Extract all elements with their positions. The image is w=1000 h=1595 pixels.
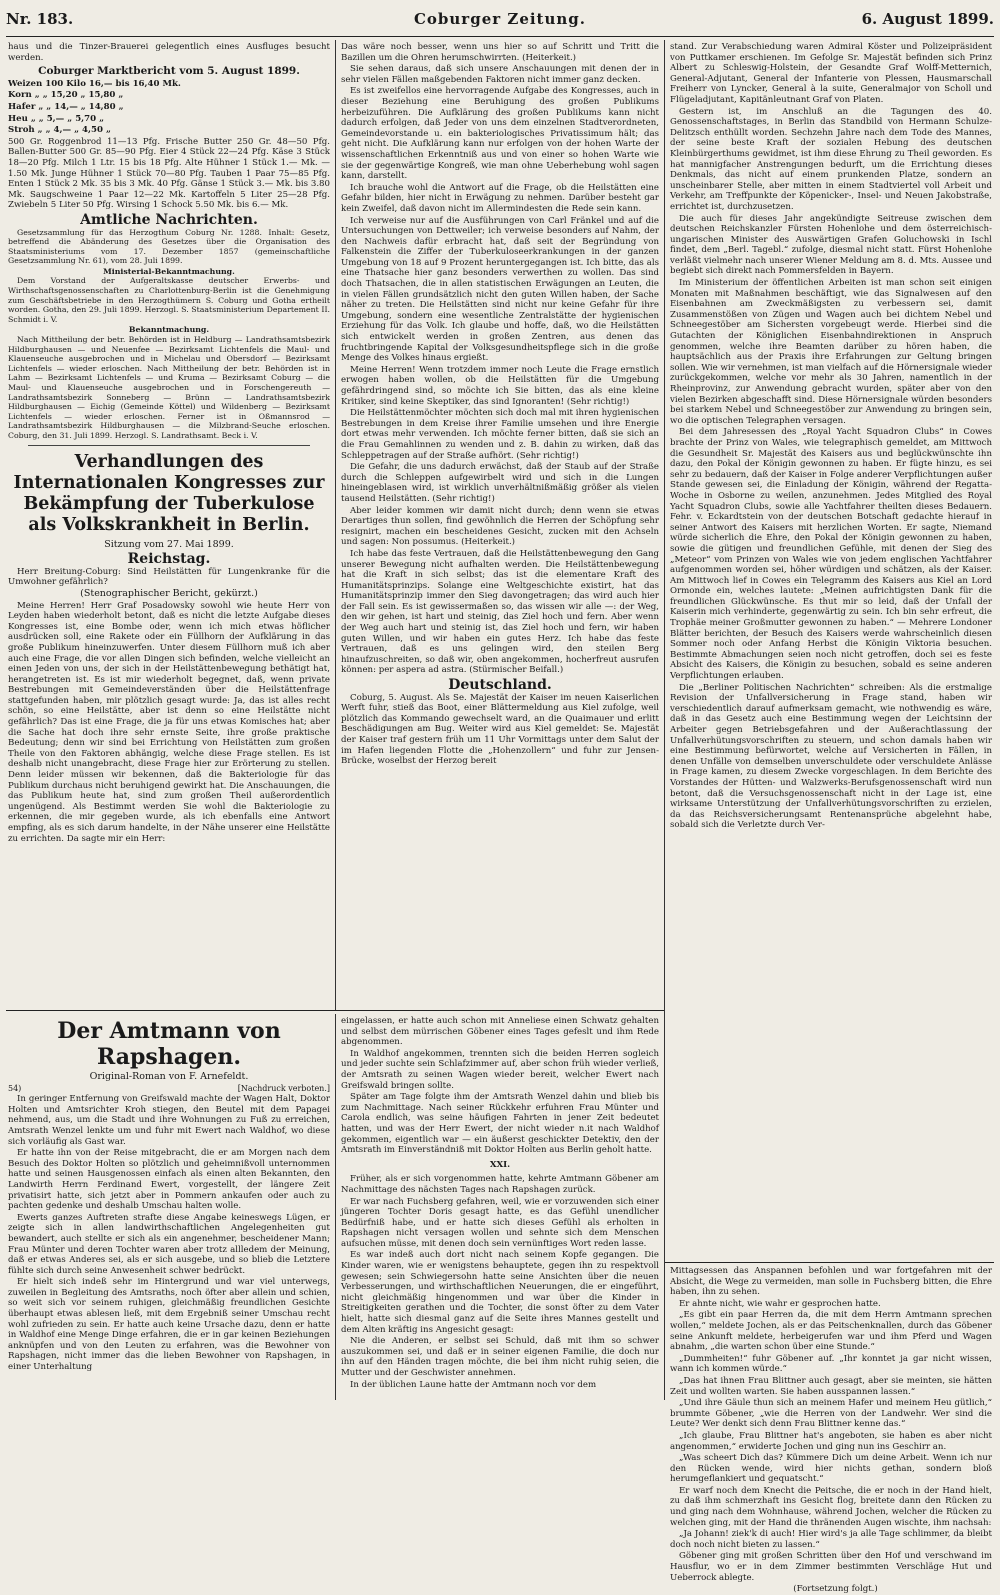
congress-question: Herr Breitung-Coburg: Sind Heilstätten für Lungenkranke für die Umwohner gefährlich?	[8, 566, 330, 588]
novel-paragraph: In der üblichen Laune hatte der Amtmann noch vor dem	[350, 1379, 597, 1390]
deutschland-heading: Deutschland.	[448, 677, 552, 694]
paragraph: Die auch für dieses Jahr angekündigte Seitreuse zwischen dem deutschen Reichskanzler Fürsten Hohenlohe und dem österreichisch-ungarischen Minister des Auswärtigen Grafen Goluchowski in Ischl findet, dem „Berl. Tagebl.“ zufolge, diesmal nicht statt. Fürst Hohenlohe verläßt vielmehr nach unserer Wiener Meldung am 8. d. Mts. Aussee und begiebt sich direkt nach Pommersfelden in Bayern.	[670, 213, 992, 277]
congress-session: Sitzung vom 27. Mai 1899.	[104, 538, 234, 550]
intro-paragraph: haus und die Tinzer-Brauerei gelegentlich eines Ausfluges besucht werden.	[8, 42, 330, 63]
paragraph: Die Heilstättenmöchter möchten sich doch mal mit ihren hygienischen Bestrebungen in dem Kreise ihrer Familie umsehen und ihre Energie dort etwas mehr verwenden. Ich möchte ferner bitten, daß sie sich an die Frau Gemahlinnen zu wenden und z. B. dahin zu wirken, daß das Schleppetragen auf der Straße aufhört. (Sehr richtig!)	[341, 408, 659, 461]
market-line: Korn „ „ 15,20 „ 15,80 „	[8, 90, 124, 101]
novel-column-2	[341, 1016, 659, 1401]
reichstag-heading: Reichstag.	[127, 551, 211, 568]
column-divider	[664, 40, 665, 1400]
official-paragraph: Gesetzsammlung für das Herzogthum Coburg Nr. 1288. Inhalt: Gesetz, betreffend die Abänderung des Gesetzes über die Organisation des Staatsministeriums vom 17. Dezember 1857 (gemeinschaftliche Gesetzsammlung Nr. 61), vom 28. Juli 1899.	[8, 227, 330, 266]
market-line: Heu „ „ 5,— „ 5,70 „	[8, 113, 105, 124]
novel-paragraph: Er hielt sich indeß sehr im Hintergrund und war viel unterwegs, zuweilen in Begleitung des Amtsraths, noch öfter aber allein und schien, so weit sich vor seinem ruhigen, gleichmäßig freundlichen Gesichte überhaupt etwas ablesen ließ, mit dem Ergebniß seiner Umschau recht wohl zufrieden zu sein. Er hatte auch keine Ursache dazu, denn er hatte in Waldhof eine Menge Dinge erfahren, die er in gar keinen Beziehungen anknüpfen und von den Leuten zu erfahren, was die Bewohner von Rapshagen, nicht immer das die lieben Bewohner von Rapshagen, in einer Unterhaltung	[8, 1277, 330, 1373]
paragraph: Ich habe das feste Vertrauen, daß die Heilstättenbewegung den Gang unserer Bewegung nicht aufhalten werden. Die Heilstättenbewegung hat die Kraft in sich selbst; das ist die elementare Kraft des Humanitätsprinzips. Solange eine Weltgeschichte existirt, hat das Humanitätsprinzip immer den Sieg davongetragen; das wird auch hier der Fall sein. Es ist gewissermaßen so, das wissen wir alle —: der Weg, den wir gehen, ist hart und steinig, das Ziel hoch und fern. Aber wenn der Weg auch hart und steinig ist, das Ziel hoch und fern, wir haben guten Willen, und wir haben ein gutes Herz. Ich habe das feste Vertrauen, daß es uns gelingen wird, den steilen Berg hinaufzuschreiten, so daß wir, oben angekommen, hocherfreut ausrufen können: per aspera ad astra. (Stürmischer Beifall.)	[341, 548, 659, 676]
paragraph: Ich brauche wohl die Antwort auf die Frage, ob die Heilstätten eine Gefahr bilden, hier nicht in Erwägung zu nehmen. Darüber besteht gar kein Zweifel, daß davon nicht im Allermindesten die Rede sein kann.	[341, 182, 659, 214]
paragraph: Sie sehen daraus, daß sich unsere Anschauungen mit denen der in sehr vielen Fällen maßgebenden Faktoren nicht immer ganz decken.	[341, 64, 659, 85]
column-1	[8, 42, 330, 1007]
reprint-notice: [Nachdruck verboten.]	[237, 1083, 330, 1093]
column-3	[670, 42, 992, 1262]
novel-paragraph: Früher, als er sich vorgenommen hatte, kehrte Amtmann Göbener am Nachmittage des nächsten Tages nach Rapshagen zurück.	[341, 1174, 659, 1195]
novel-paragraph: „Dummheiten!“ fuhr Göbener auf. „Ihr konntet ja gar nicht wissen, wann ich kommen würde.“	[670, 1353, 992, 1375]
novel-paragraph: „Es gibt ein paar Herren da, die mit dem Herrn Amtmann sprechen wollen,“ meldete Jochen, als er das Peitschenknallen, durch das Göbener seine Ankunft meldete, herbeigerufen war und ihm Pferd und Wagen abnahm, „die warten schon über eine Stunde.“	[670, 1310, 992, 1353]
official-news-title: Amtliche Nachrichten.	[80, 211, 258, 228]
novel-paragraph: „Ich glaube, Frau Blittner hat's angeboten, sie haben es aber nicht angenommen,“ erwiderte Jochen und ging nun ins Geschirr an.	[670, 1430, 992, 1452]
novel-paragraph: „Was scheert Dich das? Kümmere Dich um deine Arbeit. Wenn ich nur den Rücken wende, wird hier nichts gethan, sondern bloß herumgeflankiert und gequatscht.“	[670, 1453, 992, 1485]
separator	[28, 445, 310, 446]
novel-paragraph: eingelassen, er hatte auch schon mit Anneliese einen Schwatz gehalten und selbst dem mürrischen Göbener eines Tages gefeslt und ihm Rede abgenommen.	[341, 1016, 659, 1048]
chapter-number: XXI.	[489, 1159, 511, 1170]
paragraph: stand. Zur Verabschiedung waren Admiral Köster und Polizeipräsident von Puttkamer erschienen. Im Gefolge Sr. Majestät befinden sich Prinz Albert zu Schleswig-Holstein, der Gesandte Graf Wolff-Metternich, General-Adjutant, General der Infanterie von Plessen, Hausmarschall Freiherr von Lyncker, General à la suite, Generalmajor von Scholl und Flügeladjutant, Kapitänleutnant Graf von Platen.	[670, 42, 992, 105]
novel-paragraph: Er war nach Fuchsberg gefahren, weil, wie er vorzuwenden sich einer jüngeren Tochter Doris gesagt hatte, es das Gefühl unendlicher Bedürfniß habe, und er hatte sich dieses Gefühl als erholten in Rapshagen nicht versagen wollen und sehnte sich dem Menschen aufsuchen müsse, mit denen doch sein vernünftiges Wort reden lasse.	[341, 1196, 659, 1249]
official-paragraph: Dem Vorstand der Aufgeraltskasse deutscher Erwerbs- und Wirthschaftsgenossenschaften zu Charlottenburg-Berlin ist die Genehmigung zum Geschäftsbetriebe in den Herzogthümern S. Coburg und Gotha ertheilt worden. Gotha, den 29. Juli 1899. Herzogl. S. Staatsministerium Departement II. Schmidt i. V.	[8, 276, 330, 324]
novel-paragraph: Es war indeß auch dort nicht nach seinem Kopfe gegangen. Die Kinder waren, wie er wenigstens behauptete, gegen ihn zu respektvoll gewesen; sein Schwiegersohn hatte seine Ansichten über die neuen Verbesserungen, und wirthschaftlichen Neuerungen, die er eingeführt, nicht gleichmäßig hingenommen und war über die Kinder in Streitigkeiten gerathen und die Tochter, die sonst öfter zu dem Vater hielt, hatte sich diesmal ganz auf die Seite ihres Mannes gestellt und dem Alten kräftig ins Angesicht gesagt:	[341, 1250, 659, 1335]
novel-paragraph: Mittagsessen das Anspannen befohlen und war fortgefahren mit der Absicht, die Wege zu vermeiden, man solle in Fuchsberg bitten, die Ehre haben, ihn zu sehen.	[670, 1266, 992, 1298]
paragraph: Das wäre noch besser, wenn uns hier so auf Schritt und Tritt die Bazillen um die Ohren herumschwirrten. (Heiterkeit.)	[341, 42, 659, 63]
feuilleton-rule	[6, 1010, 664, 1011]
market-line: Hafer „ „ 14,— „ 14,80 „	[8, 101, 124, 112]
masthead-rule	[6, 36, 994, 37]
continuation-note: (Fortsetzung folgt.)	[793, 1584, 878, 1595]
novel-meta	[8, 1084, 330, 1095]
paragraph: Die Gefahr, die uns dadurch erwächst, daß der Staub auf der Straße durch die Schleppen aufgewirbelt wird und sich in die Lungen hineingeblasen wird, ist wirklich unverhältnißmäßig größer als vielen tausend Heilstätten. (Sehr richtig!)	[341, 462, 659, 504]
market-line: Weizen 100 Kilo 16,— bis 16,40 Mk.	[8, 78, 181, 89]
novel-paragraph: In Waldhof angekommen, trennten sich die beiden Herren sogleich und jeder suchte sein Schlafzimmer auf, aber schon früh wieder verließ, der Amtsrath zu seinen Wagen wieder bereit, welcher Ewert nach Greifswald bringen sollte.	[341, 1048, 659, 1091]
paragraph: Ich verweise nur auf die Ausführungen von Carl Fränkel und auf die Untersuchungen von Dettweiler; ich verweise besonders auf Nahm, der den Nachweis dafür erbracht hat, daß seit der Begründung von Falkenstein die Ziffer der Tuberkuloseerkrankungen in der ganzen Umgebung von 18 auf 9 Prozent heruntergegangen ist. Ich bitte, das als eine Thatsache hier ganz besonders verwerthen zu wollen. Das sind doch Thatsachen, die in allen statistischen Erwägungen an Leuten, die in vielen Fällen grundsätzlich nicht den guten Willen haben, der Sache näher zu treten. Die Heilstätten sind nicht nur keine Gefahr für ihre Umgebung, sondern eine wesentliche Zentralstätte der hygienischen Erziehung für das Volk. Ich glaube und hoffe, daß, wo die Heilstätten sich entwickelt werden in großen Zentren, aus denen das fruchtbringende Kapital der Volksgesundheitspflege sich in die große Menge des Volkes hinaus ergießt.	[341, 215, 659, 364]
market-list	[8, 79, 330, 211]
novel-author: Original-Roman von F. Arnefeldt.	[89, 1071, 249, 1082]
novel-installment: 54)	[8, 1083, 22, 1093]
column-2	[341, 42, 659, 1007]
paragraph: Bei dem Jahresessen des „Royal Yacht Squadron Clubs“ in Cowes brachte der Prinz von Wales, wie telegraphisch gemeldet, am Mittwoch die Gesundheit Sr. Majestät des Kaisers aus und beglückwünschte ihn dazu, den Pokal der Königin gewonnen zu haben. Er fügte hinzu, es sei sehr zu bedauern, daß der Kaiser in Folge anderer Verpflichtungen außer Stande gewesen sei, die Einladung der Königin, während der Regatta-Woche in Osborne zu weilen, anzunehmen. Jedes Mitglied des Royal Yacht Squadron Clubs, sowie alle Yachtfahrer theilten dieses Bedauern. Fehr. v. Eckardtstein von der deutschen Botschaft gedachte hierauf in seiner Antwort des Kaisers mit herzlichen Worten. Er sagte, Niemand würde sicherlich die Ehre, den Pokal der Königin gewonnen zu haben, sowie die gütigen und freundlichen Gefühle, mit denen der Sieg des „Meteor“ vom Prinzen von Wales wie von jedem englischen Yachtfahrer aufgenommen worden sei, höher würdigen und schätzen, als der Kaiser. Am Mittwoch lief in Cowes ein Telegramm des Kaisers aus Kiel an Lord Ormonde ein, welches lautete: „Meinen aufrichtigsten Dank für die freundlichen Glückwünsche. Es thut mir so leid, daß der Unfall der Kaiserin mich verhinderte, gegenwärtig zu sein. Ich bin sehr erfreut, die Trophäe meiner Großmutter gewonnen zu haben.“ — Mehrere Londoner Blätter berichten, der Besuch des Kaisers werde wahrscheinlich diesen Sommer noch oder Anfang Herbst die Königin Viktoria besuchen. Bestimmte Abmachungen seien noch nicht getroffen, doch sei es feste Absicht des Kaisers, die Königin zu besuchen, sobald es seine anderen Verpflichtungen erlauben.	[670, 427, 992, 682]
novel-paragraph: Göbener ging mit großen Schritten über den Hof und verschwand im Hausflur, wo er in dem Zimmer bestimmten Verschläge Hut und Ueberrock ablegte.	[670, 1551, 992, 1583]
newspaper-title: Coburger Zeitung.	[413, 10, 587, 28]
market-title: Coburger Marktbericht vom 5. August 1899.	[38, 65, 300, 78]
paragraph: Gestern ist, im Anschluß an die Tagungen des 40. Genossenschaftstages, in Berlin das Standbild von Hermann Schulze-Delitzsch enthüllt worden. Sechzehn Jahre nach dem Tode des Mannes, der seine beste Kraft der sozialen Hebung des deutschen Kleinbürgerthums gewidmet, ist ihm diese Ehrung zu Theil geworden. Es hat mannigfacher Anstrengungen bedurft, um die Errichtung dieses Denkmals, das nicht auf einem prunkenden Platze, sondern an unscheinbarer Stelle, aber mitten in einem Stadtviertel voll Arbeit und Verkehr, am Treffpunkte der Köpenicker-, Insel- und Neuen Jakobstraße, errichtet ist, durchzusetzen.	[670, 106, 992, 212]
issue-date: 6. August 1899.	[861, 10, 994, 28]
paragraph: Es ist zweifellos eine hervorragende Aufgabe des Kongresses, auch in dieser Beziehung eine Beruhigung des großen Publikums herbeizuführen. Die Aufklärung des großen Publikums kann nicht dadurch erfolgen, daß Jeder von uns dem einzelnen Stadtverordneten, Gemeindevorstande u. ein bakteriologisches Privatissimum hält; das geht nicht. Die Aufklärung kann nur erfolgen von der hohen Warte der wissenschaftlichen Erkenntniß aus und von einer so hohen Warte wie sie der gegenwärtige Kongreß, wie man ohne Ueberhebung wohl sagen kann, darstellt.	[341, 86, 659, 182]
column-divider	[335, 40, 336, 1010]
novel-paragraph: „Und ihre Gäule thun sich an meinem Hafer und meinem Heu gütlich,“ brummte Göbener, „wie die Herren von der Landwehr. Wer sind die Leute? Wer denkt sich denn Frau Blittner kenne das.“	[670, 1398, 992, 1430]
novel-paragraph: Er hatte ihn von der Reise mitgebracht, die er am Morgen nach dem Besuch des Doktor Holten so plötzlich und geheimnißvoll unternommen hatte und seinen Hausgenossen einfach als einen alten Bekannten, den Landwirth Herrn Ferdinand Ewert, vorgestellt, der längere Zeit privatisirt hatte, sich jetzt aber in Pommern ankaufen oder auch zu pachten gedenke und deshalb Umschau halten wolle.	[8, 1148, 330, 1212]
paragraph: Meine Herren! Wenn trotzdem immer noch Leute die Frage ernstlich erwogen haben wollen, ob die Heilstätten für die Umgebung gefährdringend sind, so möchte ich Sie bitten, das als eine kleine Kritiker, sind keine Skeptiker, das sind Ignoranten! (Sehr richtig!)	[341, 364, 659, 407]
market-line: Stroh „ „ 4,— „ 4,50 „	[8, 125, 111, 136]
novel-paragraph: Er ahnte nicht, wie wahr er gesprochen hatte.	[679, 1298, 881, 1309]
news-paragraph: Coburg, 5. August. Als Se. Majestät der Kaiser im neuen Kaiserlichen Werft fuhr, stieß das Boot, einer Blättermeldung aus Kiel zufolge, weil plötzlich das Kommando gewechselt ward, an die Quaimauer und erlitt Beschädigungen am Bug. Weiter wird aus Kiel gemeldet: Se. Majestät der Kaiser traf gestern früh um 11 Uhr Vormittags unter dem Salut der im Hafen liegenden Flotte die „Hohenzollern“ und fuhr zur Jensen-Brücke, woselbst der Herzog bereit	[341, 692, 659, 767]
issue-number: Nr. 183.	[6, 10, 74, 28]
column-divider	[335, 1014, 336, 1400]
novel-paragraph: „Das hat ihnen Frau Blittner auch gesagt, aber sie meinten, sie hätten Zeit und wollten warten. Sie haben ausspannen lassen.“	[670, 1375, 992, 1397]
novel-paragraph: Er warf noch dem Knecht die Peitsche, die er noch in der Hand hielt, zu daß ihm schmerzhaft ins Gesicht flog, breitete dann den Rücken zu und ging nach dem Wohnhause, während Jochen, welcher die Rücken zu welchen ging, mit der Hand die thränenden Augen wischte, ihm nachsah:	[670, 1485, 992, 1528]
masthead	[6, 10, 994, 36]
novel-column-1	[8, 1016, 330, 1401]
congress-note: (Stenographischer Bericht, gekürzt.)	[80, 587, 258, 599]
congress-title: Verhandlungen des Internationalen Kongresses zur Bekämpfung der Tuberkulose als Volkskrankheit in Berlin.	[13, 451, 325, 535]
official-subhead: Ministerial-Bekanntmachung.	[103, 266, 235, 276]
paragraph: Aber leider kommen wir damit nicht durch; denn wenn sie etwas Derartiges thun sollen, find gewöhnlich die Herren der Schöpfung sehr resignirt, machen ein bescheidenes Gesicht, zucken mit den Achseln und sagen: Non possumus. (Heiterkeit.)	[341, 505, 659, 548]
market-text: 500 Gr. Roggenbrod 11—13 Pfg. Frische Butter 250 Gr. 48—50 Pfg. Ballen-Butter 500 Gr. 85—90 Pfg. Eier 4 Stück 22—24 Pfg. Käse 3 Stück 18—20 Pfg. Milch 1 Ltr. 15 bis 18 Pfg. Alte Hühner 1 Stück 1.— Mk. — 1.50 Mk. Junge Hühner 1 Stück 70—80 Pfg. Tauben 1 Paar 75—85 Pfg. Enten 1 Stück 2 Mk. 35 bis 3 Mk. 40 Pfg. Gänse 1 Stück 3.— Mk. bis 3.80 Mk. Saugschweine 1 Paar 12—22 Mk. Kartoffeln 5 Liter 25—28 Pfg. Zwiebeln 5 Liter 50 Pfg. Wirsing 1 Schock 5.50 Mk. bis 6.— Mk.	[8, 136, 330, 211]
congress-text: Meine Herren! Herr Graf Posadowsky sowohl wie heute Herr von Leyden haben wiederholt betont, daß es nicht die letzte Aufgabe dieses Kongresses ist, eine Bombe oder, wenn ich mich etwas höflicher ausdrücken soll, eine Rakete oder ein Füllhorn der Aufklärung in das große Publikum hineinzuwerfen. Unter diesem Füllhorn muß ich aber auch eine Frage, die vor allen Dingen sich befinden, welche vielleicht an einen Jeden von uns, der sich in der Heilstättenbewegung bethätigt hat, herangetreten ist. Es ist mir wiederholt begegnet, daß, wenn private Bestrebungen mit Gemeindeverständen über die Heilstättenfrage stattgefunden haben, mir plötzlich gesagt wurde: Ja, das ist alles recht schön, so eine Heilstätte, aber ist denn so eine Heilstätte nicht gefährlich? Das ist eine Frage, die ja für uns etwas Komisches hat; aber die Sache hat doch ihre sehr ernste Seite, ihre große praktische Bedeutung; denn wir sind bei Errichtung von Heilstätten zum großen Theile von den Faktoren abhängig, welche diese Frage stellen. Es ist deshalb nicht unangebracht, diese Frage hier zur Erörterung zu stellen. Denn leider müssen wir bekennen, daß die Bakteriologie für das Publikum durchaus nicht beruhigend gewirkt hat. Die Anschauungen, die das Publikum heute hat, sind zum großen Theil außerordentlich ungenügend. Als Bestimmt werden Sie wohl die Bakteriologie zu erkennen, die mir gegeben wurde, als ich ebenfalls eine Antwort empfing, als es sich darum handelte, in der Nähe unserer eine Heilstätte zu errichten. Da sagte mir ein Herr:	[8, 600, 330, 844]
novel-paragraph: Nie die Anderen, er selbst sei Schuld, daß mit ihm so schwer auszukommen sei, und daß er in seiner eigenen Familie, die doch nur ihn auf den Händen tragen möchte, die bei ihm nicht ruhig seien, die Mutter und der Geschwister annehmen.	[341, 1336, 659, 1378]
paragraph: Die „Berliner Politischen Nachrichten“ schreiben: Als die erstmalige Revision der Unfallversicherung in Frage stand, haben wir verschiedentlich darauf aufmerksam gemacht, wie nothwendig es wäre, daß in das Gesetz auch eine Bestimmung wegen der Leichtsinn der Arbeiter gegen Betriebsgefahren und der Außerachtlassung der Unfallverhütungsvorschriften zu steuern, und schon damals haben wir eine Bestimmung befürwortet, welche auf Versicherten in Fällen, in denen Unfälle von demselben unverschuldete oder verschuldete Anlässe in Frage kamen, zu diesem Zwecke vorgeschlagen. In dem Berichte des Vorstandes der Hütten- und Walzwerks-Berufsgenossenschaft wird nun betont, daß die Versuchsgenossenschaft nicht in der Lage ist, eine wirksame Unterstützung der Unfallverhütungsvorschriften zu erzielen, da das Reichsversicherungsamt Rentenansprüche abgelehnt habe, sobald sich die Verletzte durch Ver-	[670, 682, 992, 831]
official-subhead: Bekanntmachung.	[128, 325, 210, 335]
novel-paragraph: Ewerts ganzes Auftreten strafte diese Angabe keineswegs Lügen, er zeigte sich in allen landwirthschaftlichen Angelegenheiten gut bewandert, auch stellte er sich als ein angenehmer, bescheidener Mann; Frau Münter und deren Tochter waren aber trotz allledem der Meinung, daß er etwas Anderes sei, als er sich ausgebe, und so blieb die Letztere fühlte sich durch seine Anwesenheit schwer bedrückt.	[8, 1212, 330, 1276]
novel-title: Der Amtmann von Rapshagen.	[57, 1018, 281, 1070]
official-paragraph: Nach Mittheilung der betr. Behörden ist in Heldburg — Landrathsamtsbezirk Hildburghausen — und Neuenfee — Bezirksamt Lichtenfels die Maul- und Klauenseuche ausgebrochen und in Michelau und Obersdorf — Bezirksamt Lichtenfels — wieder erloschen. Nach Mittheilung der betr. Behörden ist in Lahm — Bezirksamt Lichtenfels — und Kruma — Bezirksamt Coburg — die Maul- und Klauenseuche ausgebrochen und in Forschengereuth — Landrathsamtsbezirk Sonneberg — Brünn — Landrathsamtsbezirk Hildburghausen — Eichig (Gemeinde Köttel) und Wildenberg — Bezirksamt Lichtenfels — wieder erloschen. Ferner ist in Oßmannsrod — Landrathsamtsbezirk Hildburghausen — die Milzbrand-Seuche erloschen. Coburg, den 31. Juli 1899. Herzogl. S. Landrathsamt. Beck i. V.	[8, 335, 330, 440]
novel-column-3	[670, 1266, 992, 1595]
novel-paragraph: In geringer Entfernung von Greifswald machte der Wagen Halt, Doktor Holten und Amtsrichter Kroh stiegen, den Beutel mit dem Papagei nehmend, aus, um die Stadt und ihre Wohnungen zu Fuß zu erreichen, Amtsrath Wenzel lenkte um und fuhr mit Ewert nach Waldhof, wo diese sich vorläufig als Gast war.	[8, 1094, 330, 1147]
paragraph: Im Ministerium der öffentlichen Arbeiten ist man schon seit einigen Monaten mit Maßnahmen beschäftigt, wie das Signalwesen auf den Eisenbahnen am Zweckmäßigsten zu verbessern sei, damit Zusammenstößen von Zügen und Wagen auch bei dichtem Nebel und Schneegestöber am Sichersten vorgebeugt werde. Hierbei sind die Gutachten der Königlichen Eisenbahndirektionen in Anspruch genommen, welche ihre Beamten darüber zu hören haben, die hauptsächlich aus der Praxis ihre Erfahrungen zur Geltung bringen sollen. Wie wir vernehmen, ist man vielfach auf die Hörnersignale wieder zurückgekommen, welche vor mehr als 30 Jahren, namentlich in der Rheinprovinz, zur Anwendung gebracht wurden, später aber von den vielen Bezirken abgeschafft sind. Diese Hörnersignale würden besonders bei starkem Nebel und Schneegestöber zur Anwendung zu bringen sein, wo die optischen Telegraphen versagen.	[670, 278, 992, 426]
feuilleton-rule-right	[665, 1262, 994, 1263]
novel-paragraph: „Ja Johann! ziek'k di auch! Hier wird's ja alle Tage schlimmer, da bleibt doch noch nicht bieten zu lassen.“	[670, 1529, 992, 1550]
novel-paragraph: Später am Tage folgte ihm der Amtsrath Wenzel dahin und blieb bis zum Nachmittage. Nach seiner Rückkehr erfuhren Frau Münter und Carola endlich, was seine häufigen Fahrten in jener Zeit bedeutet hatten, und was der Herr Ewert, der nicht wieder n.it nach Waldhof gekommen, eigentlich war — ein äußerst geschickter Detektiv, den der Amtsrath im Einverständniß mit Doktor Holten aus Berlin geholt hatte.	[341, 1092, 659, 1156]
